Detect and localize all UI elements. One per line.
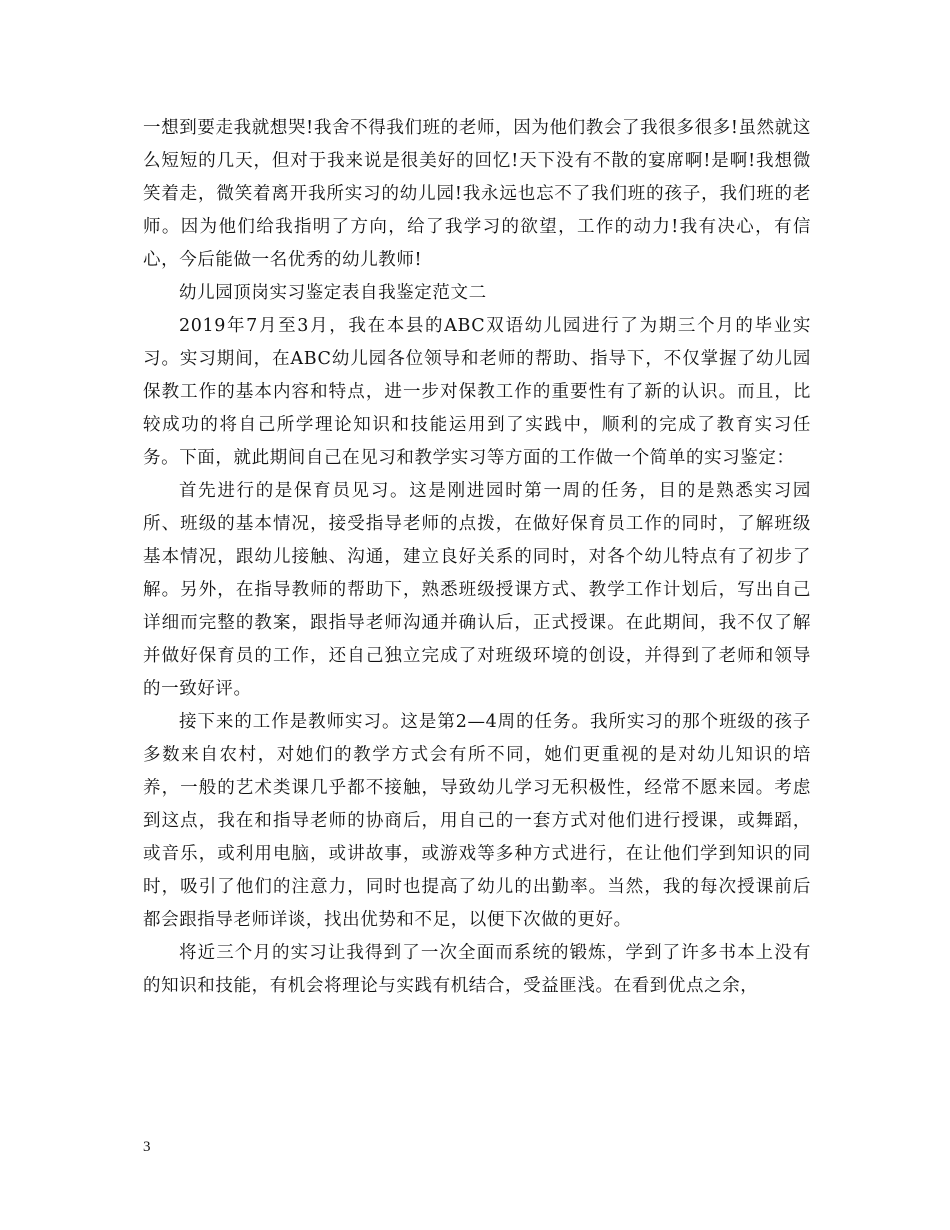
paragraph: 将近三个月的实习让我得到了一次全面而系统的锻炼，学到了许多书本上没有的知识和技能，有机会将理论与实践有机结合，受益匪浅。在看到优点之余， [143,943,811,996]
paragraph: 首先进行的是保育员见习。这是刚进园时第一周的任务，目的是熟悉实习园所、班级的基本情况，接受指导老师的点拨，在做好保育员工作的同时，了解班级基本情况，跟幼儿接触、沟通，建立良好关系的同时，对各个幼儿特点有了初步了解。另外，在指导教师的帮助下，熟悉班级授课方式、教学工作计划后，写出自己详细而完整的教案，跟指导老师沟通并确认后，正式授课。在此期间，我不仅了解并做好保育员的工作，还自己独立完成了对班级环境的创设，并得到了老师和领导的一致好评。 [143,481,811,699]
document-body [143,112,811,1003]
page-number: 3 [143,1139,151,1155]
section-heading: 幼儿园顶岗实习鉴定表自我鉴定范文二 [179,283,487,303]
paragraph-continuation: 一想到要走我就想哭!我舍不得我们班的老师，因为他们教会了我很多很多!虽然就这么短短的几天，但对于我来说是很美好的回忆!天下没有不散的宴席啊!是啊!我想微笑着走，微笑着离开我所实习的幼儿园!我永远也忘不了我们班的孩子，我们班的老师。因为他们给我指明了方向，给了我学习的欲望，工作的动力!我有决心，有信心，今后能做一名优秀的幼儿教师! [143,118,811,270]
paragraph: 2019年7月至3月，我在本县的ABC双语幼儿园进行了为期三个月的毕业实习。实习期间，在ABC幼儿园各位领导和老师的帮助、指导下，不仅掌握了幼儿园保教工作的基本内容和特点，进一步对保教工作的重要性有了新的认识。而且，比较成功的将自己所学理论知识和技能运用到了实践中，顺利的完成了教育实习任务。下面，就此期间自己在见习和教学实习等方面的工作做一个简单的实习鉴定： [143,316,811,468]
paragraph: 接下来的工作是教师实习。这是第2—4周的任务。我所实习的那个班级的孩子多数来自农村，对她们的教学方式会有所不同，她们更重视的是对幼儿知识的培养，一般的艺术类课几乎都不接触，导致幼儿学习无积极性，经常不愿来园。考虑到这点，我在和指导老师的协商后，用自己的一套方式对他们进行授课，或舞蹈，或音乐，或利用电脑，或讲故事，或游戏等多种方式进行，在让他们学到知识的同时，吸引了他们的注意力，同时也提高了幼儿的出勤率。当然，我的每次授课前后都会跟指导老师详谈，找出优势和不足，以便下次做的更好。 [143,712,811,930]
